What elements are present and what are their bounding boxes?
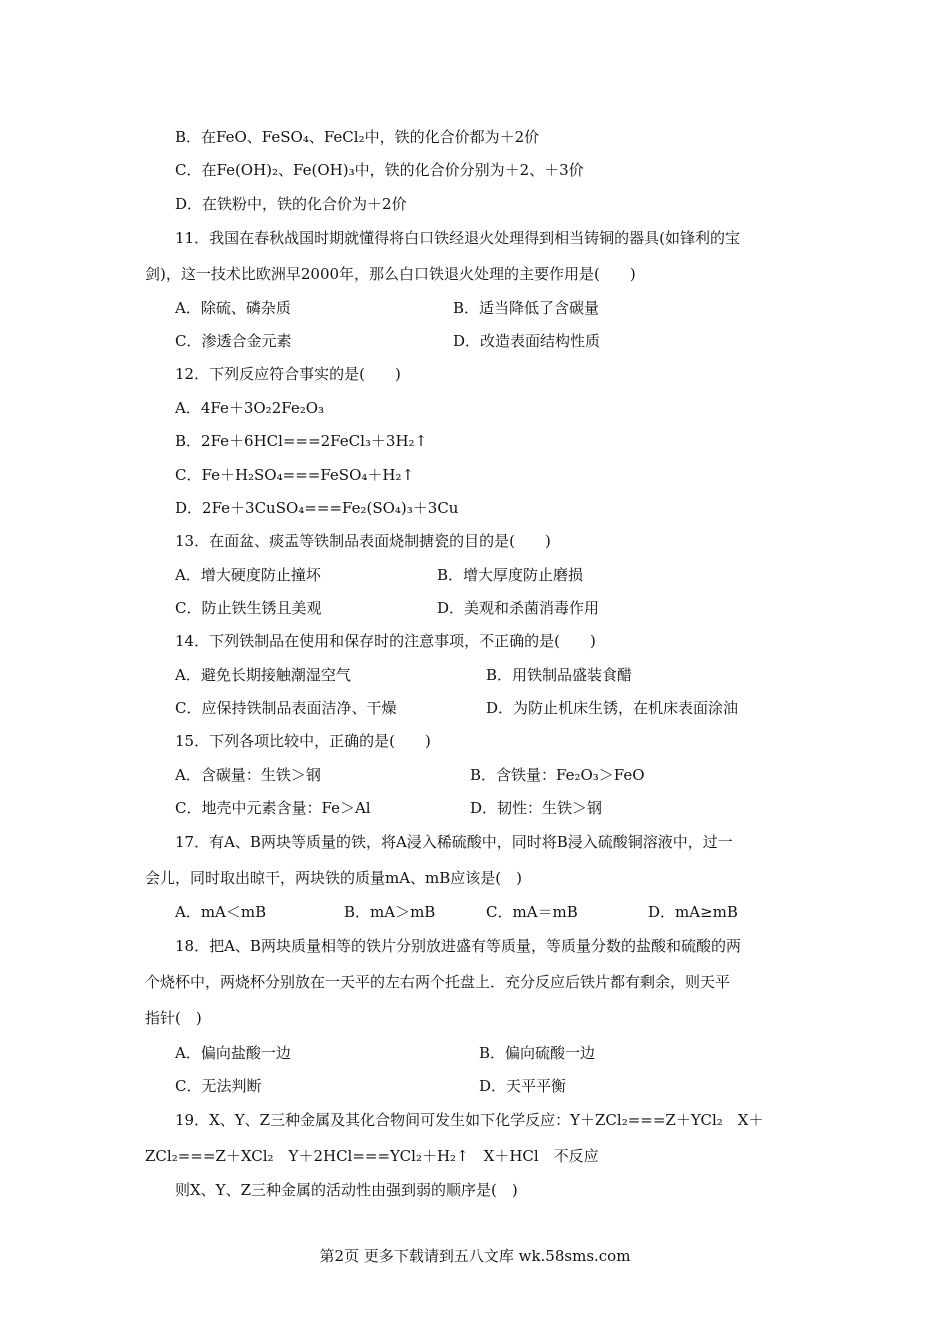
q14-option-b: B．用铁制品盛装食醋 [486, 666, 633, 684]
page-footer: 第2页 更多下载请到五八文库 wk.58sms.com [319, 1247, 631, 1265]
q17-option-a: A．mA＜mB [175, 903, 267, 921]
q11-option-c: C．渗透合金元素 [175, 332, 292, 350]
q17-option-b: B．mA＞mB [344, 903, 436, 921]
q11-option-a: A．除硫、磷杂质 [175, 299, 291, 317]
q12-option-b: B．2Fe＋6HCl===2FeCl₃＋3H₂↑ [175, 432, 428, 450]
q10-option-d: D．在铁粉中，铁的化合价为＋2价 [175, 195, 407, 213]
q11-stem-line1: 11．我国在春秋战国时期就懂得将白口铁经退火处理得到相当铸铜的器具(如锋利的宝 [175, 229, 740, 247]
q18-option-c: C．无法判断 [175, 1077, 262, 1095]
q17-stem-line1: 17．有A、B两块等质量的铁，将A浸入稀硫酸中，同时将B浸入硫酸铜溶液中，过一 [175, 833, 733, 851]
q13-option-d: D．美观和杀菌消毒作用 [437, 599, 600, 617]
q15-stem: 15．下列各项比较中，正确的是( ) [175, 732, 431, 750]
q13-stem: 13．在面盆、痰盂等铁制品表面烧制搪瓷的目的是( ) [175, 532, 551, 550]
q13-option-b: B．增大厚度防止磨损 [437, 566, 584, 584]
q15-option-b: B．含铁量：Fe₂O₃＞FeO [470, 766, 645, 784]
q15-option-c: C．地壳中元素含量：Fe＞Al [175, 799, 371, 817]
q19-stem-line3: 则X、Y、Z三种金属的活动性由强到弱的顺序是( ) [175, 1181, 518, 1199]
q14-option-a: A．避免长期接触潮湿空气 [175, 666, 351, 684]
q11-option-d: D．改造表面结构性质 [453, 332, 601, 350]
q18-stem-line3: 指针( ) [145, 1009, 202, 1027]
q11-stem-line2: 剑)，这一技术比欧洲早2000年，那么白口铁退火处理的主要作用是( ) [145, 265, 636, 283]
q13-option-c: C．防止铁生锈且美观 [175, 599, 322, 617]
q18-stem-line2: 个烧杯中，两烧杯分别放在一天平的左右两个托盘上．充分反应后铁片都有剩余，则天平 [145, 973, 731, 991]
q11-option-b: B．适当降低了含碳量 [453, 299, 600, 317]
q10-option-b: B．在FeO、FeSO₄、FeCl₂中，铁的化合价都为＋2价 [175, 128, 540, 146]
q14-option-d: D．为防止机床生锈，在机床表面涂油 [486, 699, 739, 717]
q12-option-a: A．4Fe＋3O₂2Fe₂O₃ [175, 399, 325, 417]
q18-option-a: A．偏向盐酸一边 [175, 1044, 291, 1062]
q14-option-c: C．应保持铁制品表面洁净、干燥 [175, 699, 397, 717]
q17-stem-line2: 会儿，同时取出晾干，两块铁的质量mA、mB应该是( ) [145, 869, 523, 887]
q12-option-c: C．Fe＋H₂SO₄===FeSO₄＋H₂↑ [175, 466, 415, 484]
q17-option-d: D．mA≥mB [648, 903, 738, 921]
q19-stem-line2: ZCl₂===Z＋XCl₂ Y＋2HCl===YCl₂＋H₂↑ X＋HCl 不反应 [145, 1147, 599, 1165]
q15-option-a: A．含碳量：生铁＞钢 [175, 766, 321, 784]
q14-stem: 14．下列铁制品在使用和保存时的注意事项，不正确的是( ) [175, 632, 596, 650]
q18-stem-line1: 18．把A、B两块质量相等的铁片分别放进盛有等质量，等质量分数的盐酸和硫酸的两 [175, 937, 741, 955]
q19-stem-line1: 19．X、Y、Z三种金属及其化合物间可发生如下化学反应：Y＋ZCl₂===Z＋YCl₂ X＋ [175, 1111, 764, 1129]
q12-option-d: D．2Fe＋3CuSO₄===Fe₂(SO₄)₃＋3Cu [175, 499, 459, 517]
q15-option-d: D．韧性：生铁＞钢 [470, 799, 603, 817]
q13-option-a: A．增大硬度防止撞坏 [175, 566, 321, 584]
q18-option-d: D．天平平衡 [479, 1077, 567, 1095]
q18-option-b: B．偏向硫酸一边 [479, 1044, 596, 1062]
q12-stem: 12．下列反应符合事实的是( ) [175, 365, 401, 383]
q10-option-c: C．在Fe(OH)₂、Fe(OH)₃中，铁的化合价分别为＋2、＋3价 [175, 161, 584, 179]
q17-option-c: C．mA＝mB [486, 903, 578, 921]
